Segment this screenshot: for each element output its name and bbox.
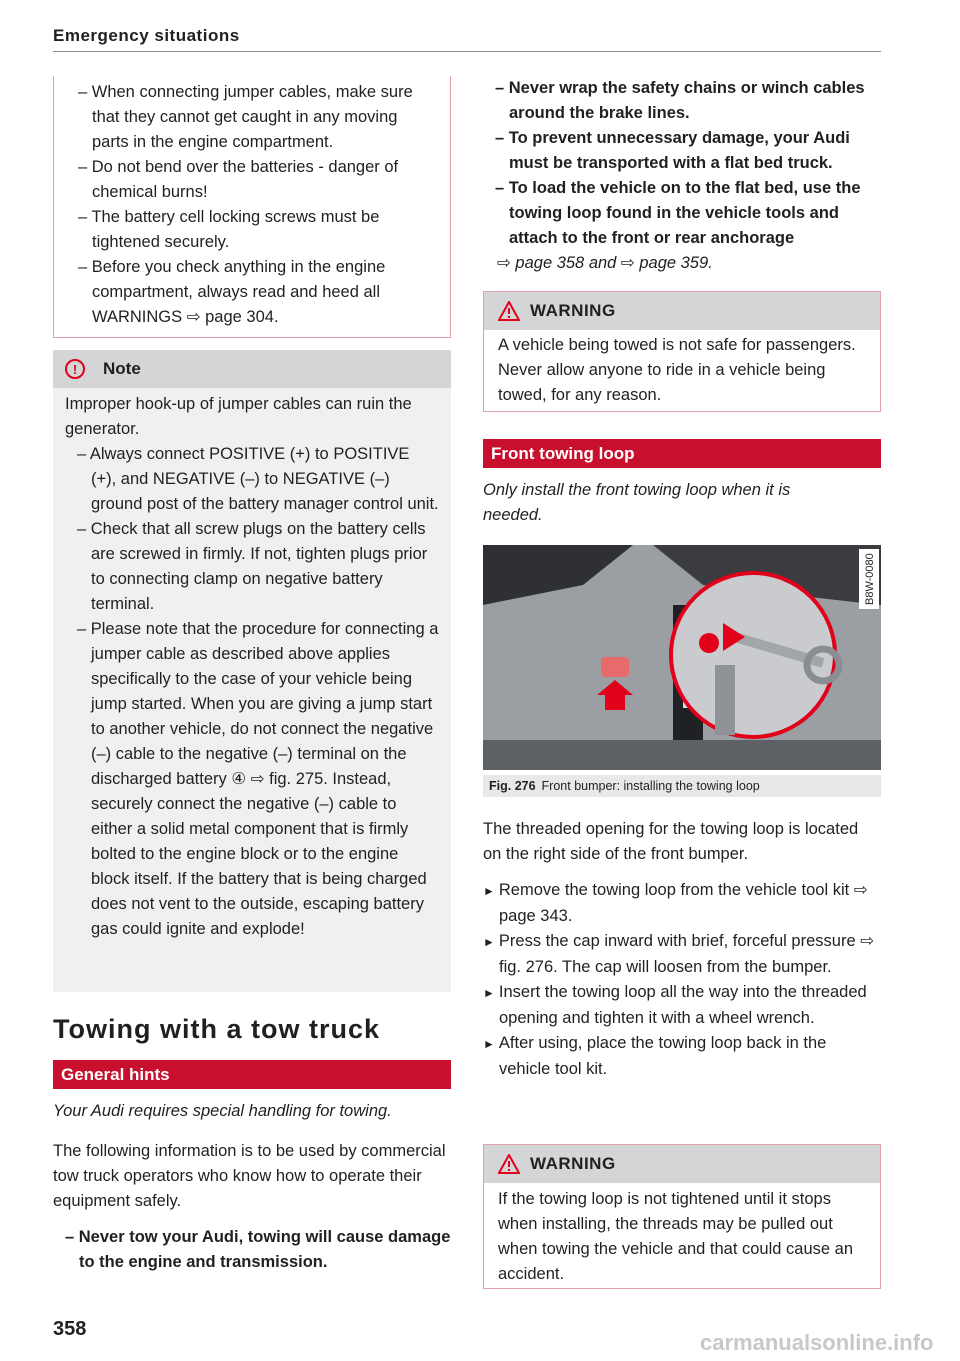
step-arrow-icon: ► [483,986,495,1000]
bumper-cap [601,657,629,677]
warning-item: – When connecting jumper cables, make sure that they cannot get caught in any moving parts in the engine compartment. [78,83,413,151]
subsection-heading-front-towing-loop: Front towing loop [483,439,881,468]
note-title: Note [103,359,141,378]
step-item: ► Remove the towing loop from the vehicle tool kit ⇨ page 343. [483,881,868,925]
warning-text: If the towing loop is not tightened until it stops when installing, the threads may be pulled out when towing the vehicle and that could cause an accident. [498,1190,853,1283]
step-arrow-icon: ► [483,884,495,898]
page-header-title: Emergency situations [53,26,240,45]
note-item: – Always connect POSITIVE (+) to POSITIVE (+), and NEGATIVE (–) to NEGATIVE (–) ground post of the battery manager control unit. [77,445,439,513]
warning-triangle-icon [498,301,520,321]
figure-caption-text: Front bumper: installing the towing loop [541,779,760,793]
warning-item: – Do not bend over the batteries - danger of chemical burns! [78,158,399,201]
page-reference: ⇨ page 358 and ⇨ page 359. [497,254,713,272]
note-box [53,350,451,992]
warning-item: – Before you check anything in the engine compartment, always read and heed all WARNINGS ⇨ page 304. [78,258,386,326]
step-item: ► After using, place the towing loop back in the vehicle tool kit. [483,1034,827,1078]
warning-item: – The battery cell locking screws must be tightened securely. [78,208,380,251]
warning-box-tighten [483,1144,881,1289]
general-hints-intro: Your Audi requires special handling for towing. [53,1102,392,1120]
figure-caption [483,775,881,797]
note-intro: Improper hook-up of jumper cables can ruin the generator. [65,395,412,438]
steps-list [483,878,881,1082]
front-towing-intro: Only install the front towing loop when it is needed. [483,481,791,524]
bold-item: – Never wrap the safety chains or winch cables around the brake lines. [495,79,865,122]
note-item: – Check that all screw plugs on the battery cells are screwed in firmly. If not, tighten plugs prior to connecting clamp on negative battery terminal. [77,520,428,613]
section-heading: Towing with a tow truck [53,1014,380,1044]
front-towing-body: The threaded opening for the towing loop is located on the right side of the front bumper. [483,820,859,863]
step-item: ► Press the cap inward with brief, forceful pressure ⇨ fig. 276. The cap will loosen from the bumper. [483,932,875,976]
never-tow-item: – Never tow your Audi, towing will cause damage to the engine and transmission. [65,1228,451,1271]
page-number: 358 [53,1318,87,1340]
warning-title: WARNING [530,301,616,320]
figure-code: B8W-0080 [864,553,876,605]
warning-title: WARNING [530,1154,616,1173]
warning-header [484,1145,880,1183]
subsection-heading-general-hints: General hints [53,1060,451,1089]
warning-triangle-icon [498,1154,520,1174]
note-alert-icon: ! [65,359,85,379]
step-arrow-icon: ► [483,935,495,949]
warning-continuation-box [53,76,451,338]
flatbed-items [483,76,881,276]
note-item: – Please note that the procedure for connecting a jumper cable as described above applies specifically to the case of your vehicle being jump started. When you are giving a jump start to another vehicle, do not connect the negative (–) cable to the negative (–) terminal on the discharged battery ④ ⇨ fig. 275. Instead, securely connect the negative (–) cable to either a solid metal component that is firmly bolted to the engine block or to the engine block itself. If the battery that is being charged does not vent to the outside, escaping battery gas could ignite and explode! [77,620,439,938]
bold-item: – To load the vehicle on to the flat bed, use the towing loop found in the vehicle tools and attach to the front or rear anchorage [495,179,861,247]
figure-276-image [483,545,881,770]
warning-box-towed [483,291,881,412]
note-header [53,350,451,388]
general-hints-body: The following information is to be used by commercial tow truck operators who know how to operate their equipment safely. [53,1142,446,1210]
watermark: carmanualsonline.info [700,1330,934,1355]
header-divider [53,51,881,52]
step-arrow-icon: ► [483,1037,495,1051]
warning-header [484,292,880,330]
figure-label: Fig. 276 [489,779,536,793]
warning-text: A vehicle being towed is not safe for passengers. Never allow anyone to ride in a vehicle being towed, for any reason. [498,336,856,404]
bold-item: – To prevent unnecessary damage, your Audi must be transported with a flat bed truck. [495,129,850,172]
step-item: ► Insert the towing loop all the way into the threaded opening and tighten it with a wheel wrench. [483,983,867,1027]
